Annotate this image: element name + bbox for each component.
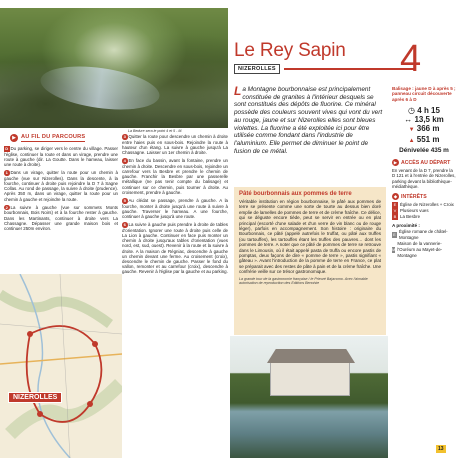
interest-label: Église romane de châtel-Montagne	[399, 229, 448, 241]
route-number: 4	[400, 38, 422, 80]
route-step	[122, 134, 228, 155]
poi-icon: V	[393, 208, 397, 214]
route-column-1	[4, 134, 118, 234]
step-number: 1	[5, 170, 8, 176]
distance: ↔ 13,5 km	[404, 115, 444, 125]
route-step	[4, 146, 118, 167]
interest-label: Plusieurs vues	[400, 208, 429, 214]
photo-caption-left: La Bedure sera le point 4 et 5 - M.	[128, 129, 183, 133]
interest-label: La Besbre	[400, 214, 421, 220]
route-step	[122, 222, 228, 274]
access-heading: ▶ ACCÈS AU DÉPART	[393, 159, 451, 166]
balisage-note: Balisage : jaune D à après 5 ; panneau circuit découverte après 6 à D	[392, 86, 456, 102]
step-number: 4	[123, 158, 126, 164]
title-rule	[284, 68, 414, 70]
arrow-up-icon: ▲	[408, 138, 415, 145]
page-title: Le Rey Sapin	[234, 40, 346, 61]
nearby-title: A proximité :	[392, 223, 420, 229]
step-number: 3	[123, 134, 126, 140]
step-text: La suivre à gauche (vue sur sommets Monts bourbonnais, Bois Noirs) et à la fourche rester à gauche. Dans les Martinants, continuer à droite vers La Chassagne. Dépasser une grande maison bois et continuer 250m environ.	[4, 204, 118, 232]
step-text: Au clédat se passage, prendre à gauche. A la fourche, monter à droite jusqu'à une route à suivre à gauche. Traverser le hameau. A une fourche, continuer à gauche jusqu'à une route.	[122, 198, 228, 220]
interest-item	[392, 229, 456, 241]
river-photo	[0, 8, 228, 128]
map-village-label: NIZEROLLES	[8, 392, 62, 403]
poi-icon: E	[393, 232, 396, 238]
interest-label: Maison de la vannerie-l'Ouréum au Mayet-de-Montagne	[397, 241, 443, 259]
house-illustration	[270, 362, 350, 396]
step-text: La suivre à gauche puis prendre à droite de tables d'orientation. Ignorer une route à droite puis celle de La Lion à gauche. Continuer en face puis monter un chemin à droite jusqu'aux tables d'orientation (vues nord, est, sud, ouest). Revenir à la route et la suivre à droite. A la maison de Régniac, descendre à gauche un chemin devant une ferme. Au croisement (croix), descendre le chemin de gauche. Passer le fond du vallon, remonter et au carrefour (croix), descendre à gauche. Revenir à l'église par la gauche et au parking.	[122, 222, 228, 275]
poi-icon: M	[392, 247, 396, 253]
right-page	[230, 0, 458, 458]
poi-icon: E	[393, 202, 397, 208]
interest-heading: ◆ INTÉRÊTS	[393, 193, 427, 200]
min-altitude: ▲ 551 m	[408, 135, 440, 145]
route-step	[122, 158, 228, 195]
box-caption: La grande tour de la gastronomie française / le Prieuré Bajacomo. Avec l'aimable autorisation de reproduction des Editions Benoiste	[239, 276, 368, 285]
pate-box	[234, 187, 386, 335]
step-text: Quitter la route pour descendre un chemin à droite entre haies puis en sous-bois. Rejoindre la route à hauteur d'un étang. La suivre à gauche jusqu'à La Chassagne. Laisser un 1er chemin à droite.	[122, 134, 228, 155]
diamond-icon: ◆	[393, 193, 398, 199]
route-step	[4, 170, 118, 202]
route-stats	[392, 106, 456, 154]
route-step	[122, 198, 228, 219]
denivele: Dénivelée 435 m	[399, 147, 449, 155]
access-text: En venant de la D 7, prendre la D 121 et à l'entrée de Nizerolles, parking devant la bibliothèque-médiathèque.	[392, 168, 456, 189]
step-number: D	[5, 146, 9, 152]
route-column-2	[122, 134, 228, 278]
interest-label: Église de Nizerolles + Croix	[400, 202, 454, 208]
clock-icon: ◷	[408, 106, 416, 116]
village-name: NIZEROLLES	[234, 64, 280, 74]
step-text: Du parking, se diriger vers le centre du village. Passer l'église, continuer la route et dans un virage, prendre une route à gauche (dir. La Goutte. Dans le hameau, laisser une route à droite).	[4, 146, 118, 167]
play-icon: ▶	[10, 134, 18, 142]
distance-icon: ↔	[404, 115, 413, 125]
trail-map	[0, 274, 122, 458]
step-text: Dans un virage, quitter la route pour un chemin à gauche (vue sur Nizerolles). Dans la descente, à la fourche, continuer à droite puis rejoindre la D 7 à Sagne Collas. Au rond de passage, la suivre à droite (prudence). Après 350 m, dans un virage, quitter la route pour un chemin à gauche et rejoindre la route.	[4, 170, 118, 202]
step-number: 2	[5, 204, 8, 210]
interest-item	[392, 241, 456, 259]
title-block	[234, 40, 414, 74]
interest-item	[392, 214, 456, 220]
route-step	[4, 205, 118, 231]
step-number: 6	[123, 222, 126, 228]
box-text: Véritable institution en région bourbonnaise, le pâté aux pommes de terre se présente comme une sorte de tourte au dessus bien doré emplie de lamelles de pommes de terre et de crème fraîche. Ce délice, qui se déguste encore tiède, peut se servir en entrée ou en plat principal (escorté d'une salade et d'un verre de vin blanc ou de rouge léger), parfois en accompagnement. Son histoire : originaire du Bourbonnais, ce pâté (appelé autrefois le truffat, ou pâté aux truffes (ou tartouffes), les tartouffes étant les truffes des pauvres… dont les pommes de terre. A noter que ce pâté de pommes de terre se retrouve dans le Limousin, où il était appelé pasta de truffa ou encore pastis de pomptas, deux façons de dire « pomme de terre », pastis signifiant « gâteau ». Avant l'introduction de la pomme de terre en France, ce plat se préparait avec des restes de pâte à pain et de la crème fraîche. Une confrérie veille sur ce trésor gastronomique.	[239, 199, 381, 275]
max-altitude: ▼ 366 m	[408, 124, 440, 134]
poi-icon: B	[393, 214, 397, 220]
play-icon: ▶	[393, 159, 398, 165]
intro-text: La Montagne bourbonnaise est principalement constituée de granites à l'intérieur desquels se sont constitués des dépôts de fluorine. Ce minéral possède des couleurs souvent vives qui vont du vert au rouge, jaune et sur Nizerolles elles sont bleues violettes. La fluorine a été exploitée ici pour être utilisée comme fondant dans l'industrie de l'aluminium. Elle permet de diminuer le point de fusion de ce métal.	[234, 84, 383, 155]
duration: ◷ 4 h 15	[408, 106, 440, 116]
step-number: 5	[123, 198, 126, 204]
box-title: Pâté bourbonnais aux pommes de terre	[239, 191, 352, 197]
page-number: 13	[438, 446, 444, 452]
step-text: En face du bassin, avant la fontaine, prendre un chemin à droite. Descendre en sous-bois, rejoindre un carrefour vers la Besbre et prendre le chemin de gauche. Franchir la Besbre par une passerelle métallique (ne pas tenir compte du balisage) et continuer sur ce chemin, puis tourner à droite. Au croisement, prendre à gauche.	[122, 158, 228, 195]
arrow-down-icon: ▼	[408, 127, 415, 134]
info-sidebar	[392, 86, 456, 259]
section-title: ▶ AU FIL DU PARCOURS	[10, 134, 118, 142]
